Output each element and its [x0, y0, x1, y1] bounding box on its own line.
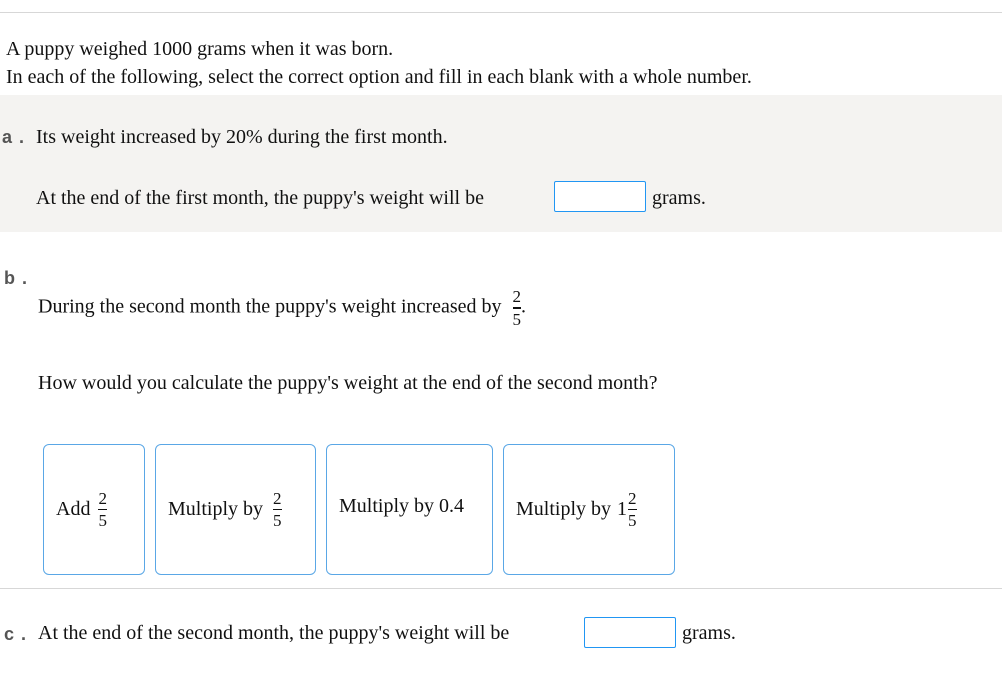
- option-multiply-one-two-fifths[interactable]: [503, 444, 675, 575]
- part-a-label: a .: [2, 127, 26, 147]
- option-text: Multiply by: [516, 498, 612, 520]
- part-b-increase: [38, 288, 526, 328]
- part-a-section: [0, 95, 1002, 232]
- option-fraction: [628, 490, 637, 530]
- top-divider: [0, 12, 1002, 13]
- intro-line-1: A puppy weighed 1000 grams when it was born.: [6, 38, 394, 60]
- option-text: Multiply by: [168, 498, 264, 520]
- part-a-question: Its weight increased by 20% during the first month.: [36, 126, 448, 148]
- part-b-increase-period: .: [521, 295, 527, 318]
- fraction-numerator: 2: [98, 488, 107, 508]
- fraction-numerator: 2: [273, 488, 282, 508]
- part-b-increase-text: During the second month the puppy's weight increased by: [38, 295, 502, 318]
- fraction-denominator: 5: [273, 511, 282, 531]
- option-text: Multiply by 0.4: [339, 495, 465, 517]
- part-c-prompt: At the end of the second month, the puppy's weight will be: [38, 622, 510, 644]
- part-c-unit: grams.: [682, 622, 736, 644]
- fraction-numerator: 2: [628, 488, 637, 508]
- part-a-answer-input[interactable]: [554, 181, 646, 212]
- section-divider: [0, 588, 1002, 589]
- fraction-denominator: 5: [628, 511, 637, 531]
- option-fraction: [273, 490, 282, 530]
- part-b-question: How would you calculate the puppy's weight at the end of the second month?: [38, 372, 658, 394]
- fraction-bar: [273, 509, 282, 511]
- fraction-bar: [98, 509, 107, 511]
- intro-line-2: In each of the following, select the correct option and fill in each blank with a whole number.: [6, 66, 752, 88]
- option-text: Add: [56, 498, 91, 520]
- option-multiply-point-four[interactable]: [326, 444, 493, 575]
- option-add-two-fifths[interactable]: [43, 444, 145, 575]
- part-c-label: c .: [4, 624, 28, 644]
- fraction-bar: [628, 509, 637, 511]
- fraction-denominator: 5: [512, 309, 522, 329]
- part-b-label: b .: [4, 268, 28, 288]
- mixed-number-whole: 1: [617, 498, 628, 520]
- fraction-bar: [513, 307, 522, 309]
- option-fraction: [98, 490, 107, 530]
- fraction-denominator: 5: [98, 511, 107, 531]
- part-a-unit: grams.: [652, 187, 706, 209]
- part-b-increase-fraction: [513, 288, 522, 328]
- fraction-numerator: 2: [512, 287, 522, 306]
- part-c-answer-input[interactable]: [584, 617, 676, 648]
- part-a-prompt: At the end of the first month, the puppy's weight will be: [36, 187, 484, 209]
- option-multiply-two-fifths[interactable]: [155, 444, 316, 575]
